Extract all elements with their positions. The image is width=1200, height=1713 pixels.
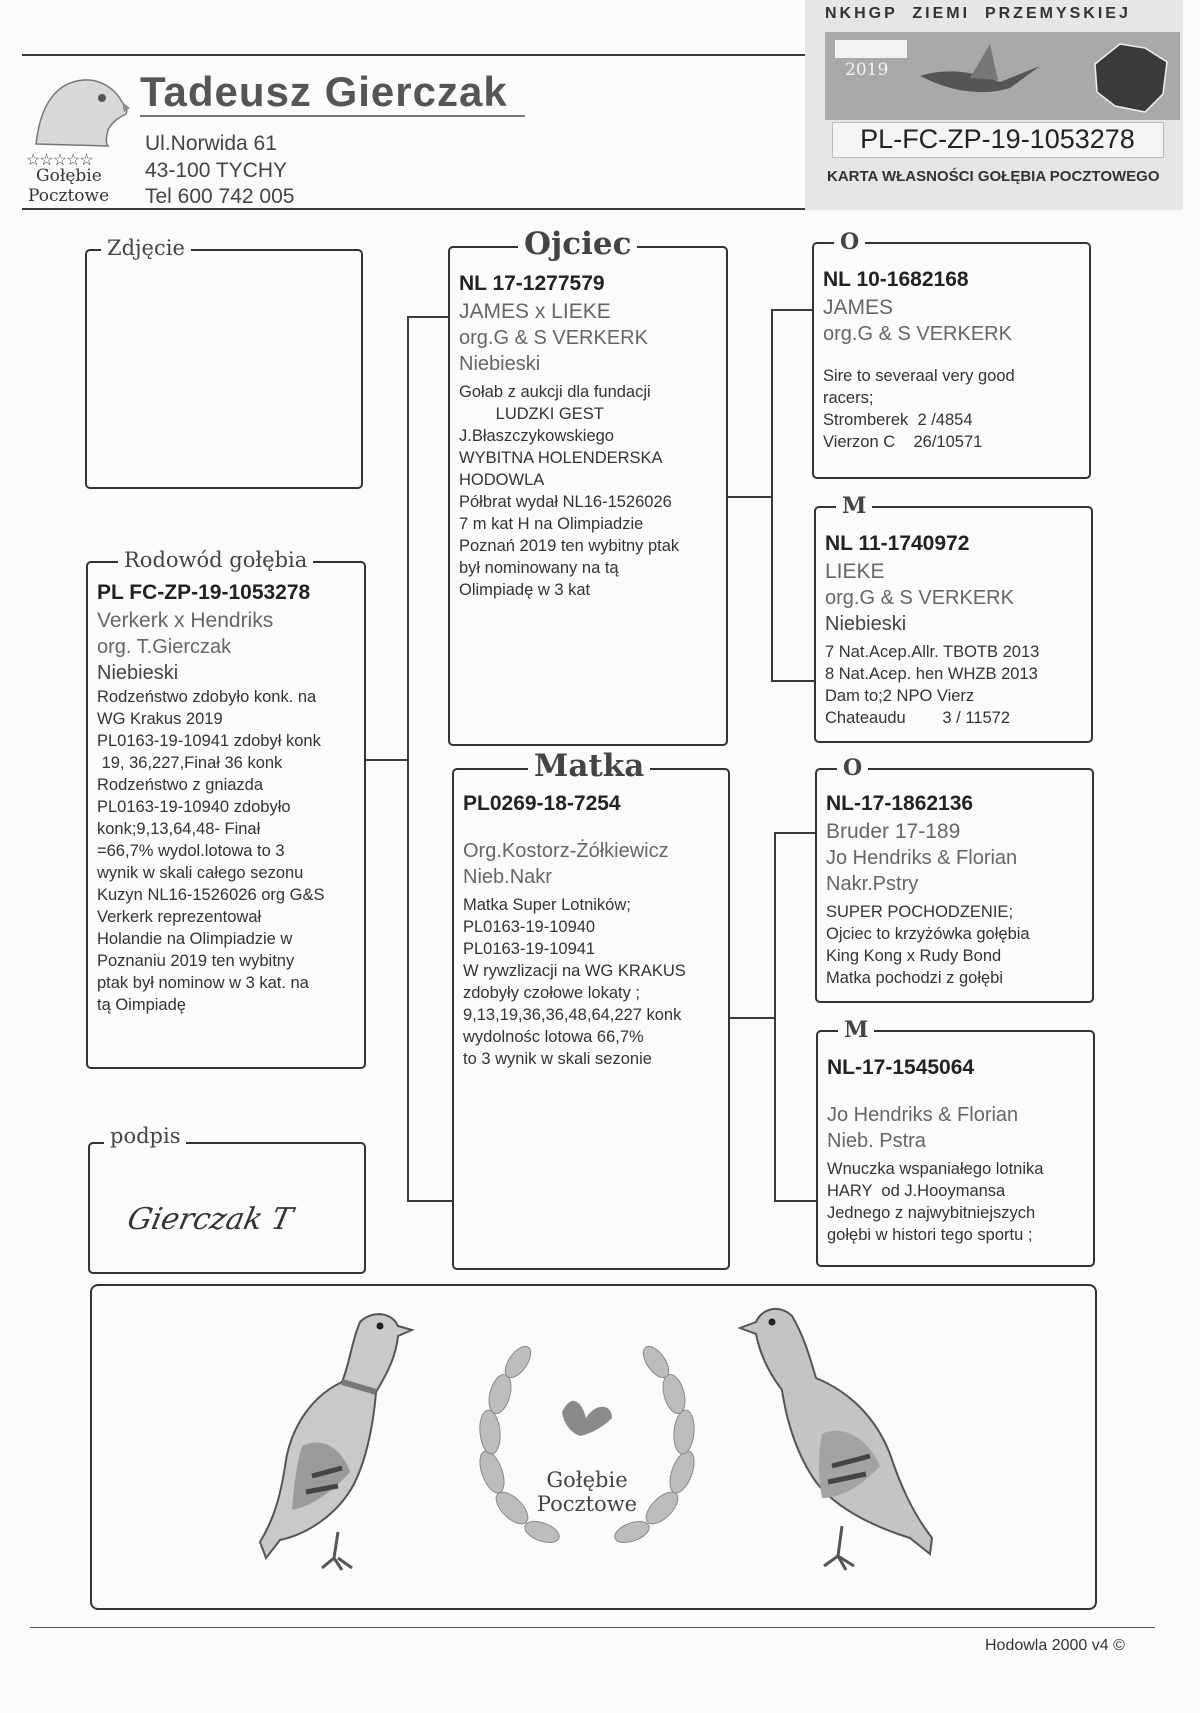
pigeon-legend: Rodowód gołębia [118,548,313,572]
father-sire-legend: O [834,229,865,255]
father-sire-name: JAMES [823,296,894,319]
logo-stars: ☆☆☆☆☆ [26,152,93,169]
mother-notes [463,894,722,1070]
photo-legend: Zdjęcie [101,236,191,260]
mother-dam-ring: NL-17-1545064 [827,1056,975,1079]
card-year: 2019 [845,60,889,80]
mother-ring: PL0269-18-7254 [463,792,621,815]
mother-sire-box [815,755,1094,1003]
pigeon-ring: PL FC-ZP-19-1053278 [97,581,311,604]
note-line: 8 Nat.Acep. hen WHZB 2013 [825,665,1038,683]
mother-sire-name: Bruder 17-189 [826,820,961,843]
father-dam-legend: M [836,493,872,519]
note-line: PL0163-19-10940 zdobyło [97,798,291,816]
signature-legend: podpis [104,1124,186,1148]
mother-sire-color: Nakr.Pstry [826,873,919,895]
note-line: PL0163-19-10941 [463,940,596,958]
note-line: był nominowany na tą [459,559,619,577]
breeder-phone: Tel 600 742 005 [145,185,295,208]
father-sire-notes [823,365,1083,453]
note-line: Olimpiadę w 3 kat [459,581,591,599]
footer-text: Hodowla 2000 v4 © [985,1637,1125,1654]
pigeon-box [86,548,366,1069]
mother-org: Org.Kostorz-Żółkiewicz [463,840,669,862]
note-line: konk;9,13,64,48- Finał [97,820,261,838]
mother-dam-org: Jo Hendriks & Florian [827,1104,1019,1126]
photo-box [85,236,363,489]
mother-sire-ring: NL-17-1862136 [826,792,974,815]
father-dam-color: Niebieski [825,613,907,635]
mother-dam-box [816,1017,1095,1267]
father-color: Niebieski [459,353,541,375]
note-line: 19, 36,227,Finał 36 konk [97,754,283,772]
note-line: Rodzeństwo zdobyło konk. na [97,688,317,706]
note-line: Dam to;2 NPO Vierz [825,687,975,705]
pigeon-color: Niebieski [97,662,179,684]
note-line: Chateaudu 3 / 11572 [825,709,1010,727]
note-line: 9,13,19,36,36,48,64,227 konk [463,1006,682,1024]
note-line: Ojciec to krzyżówka gołębia [826,925,1030,943]
note-line: wynik w skali całego sezonu [97,864,304,882]
father-ring: NL 17-1277579 [459,272,605,295]
note-line: Vierzon C 26/10571 [823,433,983,451]
mother-dam-notes [827,1158,1087,1246]
pigeon-right-icon [732,1294,942,1594]
pigeon-left-icon [242,1296,432,1596]
father-dam-name: LIEKE [825,560,885,583]
note-line: Verkerk reprezentował [97,908,262,926]
pigeon-name: Verkerk x Hendriks [97,609,274,632]
father-dam-box [814,493,1093,743]
note-line: King Kong x Rudy Bond [826,947,1002,965]
note-line: J.Błaszczykowskiego [459,427,614,445]
logo-text-line2: Pocztowe [28,186,110,206]
note-line: Holandie na Olimpiadzie w [97,930,293,948]
card-org-header: NKHGP ZIEMI PRZEMYSKIEJ [825,5,1131,22]
mother-sire-org: Jo Hendriks & Florian [826,847,1018,869]
mother-sire-legend: O [837,755,868,781]
father-sire-org: org.G & S VERKERK [823,323,1012,345]
pigeon-org: org. T.Gierczak [97,636,232,658]
note-line: Rodzeństwo z gniazda [97,776,264,794]
note-line: Gołab z aukcji dla fundacji [459,383,651,401]
father-dam-ring: NL 11-1740972 [825,532,970,555]
note-line: SUPER POCHODZENIE; [826,903,1014,921]
father-name: JAMES x LIEKE [459,300,611,323]
note-line: HARY od J.Hooymansa [827,1182,1006,1200]
note-line: wydolnośc lotowa 66,7% [463,1028,644,1046]
mother-box [452,748,730,1270]
note-line: 7 m kat H na Olimpiadzie [459,515,644,533]
father-sire-box [812,229,1091,479]
note-line: Kuzyn NL16-1526026 org G&S [97,886,325,904]
note-line: Sire to severaal very good [823,367,1015,385]
note-line: zdobyły czołowe lokaty ; [463,984,640,1002]
mother-legend: Matka [528,748,650,784]
breeder-logo [22,68,130,208]
note-line: 7 Nat.Acep.Allr. TBOTB 2013 [825,643,1040,661]
card-caption: KARTA WŁASNOŚCI GOŁĘBIA POCZTOWEGO [827,168,1160,185]
card-ring: PL-FC-ZP-19-1053278 [860,124,1135,154]
note-line: HODOWLA [459,471,545,489]
mother-sire-notes [826,901,1086,989]
father-box [448,226,728,746]
note-line: to 3 wynik w skali sezonie [463,1050,652,1068]
emblem-text-line2: Pocztowe [536,1492,638,1516]
laurel-wreath-icon [462,1332,712,1562]
note-line: Wnuczka wspaniałego lotnika [827,1160,1044,1178]
breeder-name: Tadeusz Gierczak [140,68,508,115]
father-org: org.G & S VERKERK [459,327,648,349]
note-line: =66,7% wydol.lotowa to 3 [97,842,285,860]
note-line: PL0163-19-10940 [463,918,596,936]
note-line: Matka pochodzi z gołębi [826,969,1004,987]
note-line: Matka Super Lotników; [463,896,631,914]
father-legend: Ojciec [518,226,637,262]
mother-color: Nieb.Nakr [463,866,552,888]
note-line: PL0163-19-10941 zdobył konk [97,732,321,750]
mother-dam-color: Nieb. Pstra [827,1130,926,1152]
note-line: Jednego z najwybitniejszych [827,1204,1036,1222]
breeder-address-line1: Ul.Norwida 61 [145,132,277,155]
note-line: W rywzlizacji na WG KRAKUS [463,962,686,980]
father-sire-ring: NL 10-1682168 [823,268,969,291]
region-map-icon [1075,34,1175,118]
pigeon-head-icon [22,68,130,148]
note-line: Poznań 2019 ten wybitny ptak [459,537,680,555]
mother-dam-legend: M [838,1017,874,1043]
note-line: WYBITNA HOLENDERSKA [459,449,663,467]
signature-box [88,1124,366,1274]
signature-handwriting: Gierczak T [124,1202,296,1237]
flying-pigeon-icon [910,36,1050,116]
ownership-card [805,0,1183,210]
father-dam-notes [825,641,1085,729]
note-line: Poznaniu 2019 ten wybitny [97,952,295,970]
note-line: Stromberek 2 /4854 [823,411,973,429]
note-line: Półbrat wydał NL16-1526026 [459,493,672,511]
logo-text-line1: Gołębie [36,166,102,186]
note-line: racers; [823,389,874,407]
father-dam-org: org.G & S VERKERK [825,587,1014,609]
pigeon-notes [97,686,358,1016]
emblem-text-line1: Gołębie [546,1468,628,1492]
breeder-address-line2: 43-100 TYCHY [145,159,288,182]
note-line: gołębi w histori tego sportu ; [827,1226,1033,1244]
illustration-box [90,1284,1097,1610]
note-line: ptak był nominow w 3 kat. na [97,974,309,992]
emblem [462,1332,712,1562]
card-graphic [825,32,1180,120]
note-line: LUDZKI GEST [459,405,604,423]
note-line: WG Krakus 2019 [97,710,223,728]
note-line: tą Oimpiadę [97,996,186,1014]
father-notes [459,381,720,601]
